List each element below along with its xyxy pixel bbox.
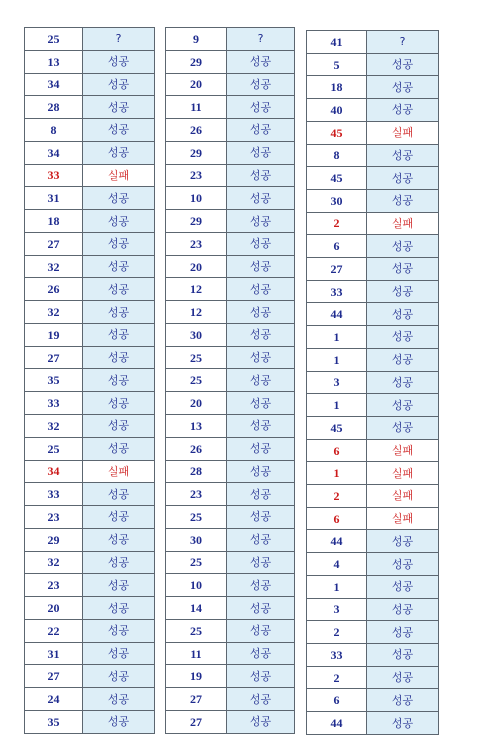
result-cell-fail: 실패 (83, 460, 155, 483)
result-cell: 성공 (83, 506, 155, 529)
result-cell: 성공 (227, 210, 295, 233)
result-cell: 성공 (83, 187, 155, 210)
number-cell: 3 (307, 598, 367, 621)
result-cell: 성공 (83, 551, 155, 574)
number-cell: 26 (166, 119, 227, 142)
table-row (25, 392, 155, 415)
number-cell: 35 (25, 369, 83, 392)
result-cell: 성공 (367, 553, 439, 576)
number-cell: 33 (307, 280, 367, 303)
result-cell: 성공 (367, 530, 439, 553)
result-cell-fail: 실패 (367, 212, 439, 235)
number-cell: 45 (307, 416, 367, 439)
number-cell: 25 (166, 369, 227, 392)
number-cell: 1 (307, 348, 367, 371)
number-cell: 18 (25, 210, 83, 233)
table-row (307, 462, 439, 485)
number-cell: 10 (166, 187, 227, 210)
result-cell: 성공 (83, 141, 155, 164)
result-cell: 성공 (83, 119, 155, 142)
result-table-1 (24, 27, 155, 734)
result-cell: 성공 (367, 167, 439, 190)
result-table-3 (306, 30, 439, 735)
result-cell: 성공 (367, 371, 439, 394)
table-row (166, 232, 295, 255)
table-row (25, 415, 155, 438)
number-cell: 32 (25, 415, 83, 438)
result-cell: 성공 (83, 619, 155, 642)
result-cell: 성공 (367, 394, 439, 417)
table-row (25, 73, 155, 96)
number-cell: 27 (25, 665, 83, 688)
result-cell-fail: 실패 (367, 507, 439, 530)
result-cell: 성공 (83, 73, 155, 96)
number-cell: 25 (166, 551, 227, 574)
number-cell: 30 (166, 528, 227, 551)
result-cell: 성공 (367, 53, 439, 76)
table-row (166, 255, 295, 278)
table-row (307, 303, 439, 326)
result-cell: 성공 (227, 460, 295, 483)
table-row (25, 346, 155, 369)
table-row (307, 371, 439, 394)
number-cell: 29 (166, 50, 227, 73)
table-row (166, 437, 295, 460)
table-row (307, 643, 439, 666)
number-cell: 23 (166, 164, 227, 187)
table-row (307, 326, 439, 349)
table-row (25, 506, 155, 529)
result-cell: 성공 (227, 574, 295, 597)
table-row (166, 506, 295, 529)
result-cell: ? (367, 31, 439, 54)
result-cell: 성공 (227, 164, 295, 187)
number-cell: 34 (25, 141, 83, 164)
number-cell: 1 (307, 394, 367, 417)
result-cell: 성공 (367, 189, 439, 212)
result-cell: 성공 (83, 50, 155, 73)
table-row (307, 553, 439, 576)
table-row (307, 530, 439, 553)
table-row (25, 210, 155, 233)
result-cell: 성공 (227, 323, 295, 346)
result-cell: 성공 (367, 326, 439, 349)
result-cell: 성공 (367, 575, 439, 598)
number-cell: 2 (307, 621, 367, 644)
result-cell: 성공 (367, 643, 439, 666)
number-cell: 12 (166, 278, 227, 301)
result-cell: 성공 (227, 437, 295, 460)
result-cell: 성공 (83, 642, 155, 665)
table-row (25, 710, 155, 733)
table-row (307, 439, 439, 462)
number-cell: 27 (166, 710, 227, 733)
table-row (307, 258, 439, 281)
number-cell: 29 (25, 528, 83, 551)
result-cell: 성공 (83, 232, 155, 255)
table-row (25, 597, 155, 620)
result-cell: 성공 (227, 506, 295, 529)
number-cell: 6 (307, 507, 367, 530)
table-row (307, 99, 439, 122)
table-row (25, 369, 155, 392)
result-cell: 성공 (83, 483, 155, 506)
table-row (25, 665, 155, 688)
result-cell: 성공 (227, 528, 295, 551)
result-table-2 (165, 27, 295, 734)
table-header-row (166, 28, 295, 51)
table-row (166, 73, 295, 96)
table-row (307, 235, 439, 258)
result-cell: 성공 (83, 710, 155, 733)
table-row (25, 119, 155, 142)
result-cell: 성공 (83, 415, 155, 438)
number-cell: 5 (307, 53, 367, 76)
number-cell: 29 (166, 210, 227, 233)
table-row (166, 528, 295, 551)
table-row (307, 121, 439, 144)
number-cell: 25 (25, 28, 83, 51)
table-row (25, 460, 155, 483)
result-cell: 성공 (227, 392, 295, 415)
number-cell: 19 (166, 665, 227, 688)
table-row (307, 416, 439, 439)
table-row (25, 50, 155, 73)
number-cell: 12 (166, 301, 227, 324)
result-cell: 성공 (227, 483, 295, 506)
table-row (166, 96, 295, 119)
number-cell: 29 (166, 141, 227, 164)
result-cell: 성공 (227, 232, 295, 255)
number-cell: 24 (25, 688, 83, 711)
number-cell: 27 (25, 346, 83, 369)
table-row (166, 50, 295, 73)
result-cell: 성공 (367, 416, 439, 439)
table-row (25, 528, 155, 551)
table-row (25, 301, 155, 324)
table-row (25, 483, 155, 506)
result-cell: 성공 (367, 280, 439, 303)
number-cell: 1 (307, 575, 367, 598)
number-cell: 6 (307, 439, 367, 462)
number-cell: 20 (25, 597, 83, 620)
number-cell: 11 (166, 642, 227, 665)
table-row (307, 189, 439, 212)
number-cell: 26 (166, 437, 227, 460)
table-row (166, 119, 295, 142)
table-row (166, 369, 295, 392)
table-row (25, 642, 155, 665)
table-row (166, 619, 295, 642)
number-cell: 6 (307, 689, 367, 712)
result-cell-fail: 실패 (367, 121, 439, 144)
result-cell: 성공 (227, 551, 295, 574)
number-cell: 25 (166, 506, 227, 529)
table-row (307, 167, 439, 190)
number-cell: 33 (307, 643, 367, 666)
result-cell: 성공 (367, 348, 439, 371)
number-cell: 2 (307, 666, 367, 689)
table-row (166, 597, 295, 620)
result-cell: ? (83, 28, 155, 51)
number-cell: 23 (25, 574, 83, 597)
number-cell: 23 (25, 506, 83, 529)
number-cell: 32 (25, 255, 83, 278)
table-row (166, 392, 295, 415)
table-row (307, 76, 439, 99)
table-row (25, 437, 155, 460)
table-row (166, 301, 295, 324)
number-cell: 33 (25, 392, 83, 415)
number-cell: 3 (307, 371, 367, 394)
result-cell: 성공 (367, 303, 439, 326)
table-header-row (25, 28, 155, 51)
table-row (25, 574, 155, 597)
number-cell: 28 (25, 96, 83, 119)
result-cell: 성공 (83, 96, 155, 119)
result-cell: 성공 (227, 73, 295, 96)
number-cell: 27 (166, 688, 227, 711)
table-row (307, 144, 439, 167)
result-cell: 성공 (367, 712, 439, 735)
result-cell: 성공 (83, 346, 155, 369)
table-row (307, 53, 439, 76)
result-cell: 성공 (367, 76, 439, 99)
number-cell: 25 (25, 437, 83, 460)
result-cell: 성공 (83, 437, 155, 460)
table-row (307, 212, 439, 235)
number-cell: 33 (25, 483, 83, 506)
number-cell: 40 (307, 99, 367, 122)
number-cell: 27 (25, 232, 83, 255)
result-cell: 성공 (227, 665, 295, 688)
result-cell: 성공 (227, 597, 295, 620)
number-cell: 45 (307, 167, 367, 190)
result-cell: 성공 (227, 688, 295, 711)
number-cell: 4 (307, 553, 367, 576)
result-cell: 성공 (227, 187, 295, 210)
result-cell: 성공 (227, 710, 295, 733)
result-cell: 성공 (367, 598, 439, 621)
result-cell-fail: 실패 (367, 439, 439, 462)
number-cell: 30 (166, 323, 227, 346)
result-cell: 성공 (83, 278, 155, 301)
result-cell: 성공 (227, 50, 295, 73)
number-cell: 27 (307, 258, 367, 281)
table-row (25, 96, 155, 119)
number-cell: 9 (166, 28, 227, 51)
number-cell: 33 (25, 164, 83, 187)
table-row (307, 712, 439, 735)
result-cell: 성공 (83, 574, 155, 597)
result-cell: 성공 (367, 621, 439, 644)
table-row (166, 483, 295, 506)
table-row (307, 485, 439, 508)
result-cell: 성공 (83, 210, 155, 233)
result-cell: 성공 (367, 99, 439, 122)
table-row (307, 575, 439, 598)
table-row (166, 415, 295, 438)
table-row (307, 348, 439, 371)
result-cell: 성공 (83, 665, 155, 688)
result-cell: 성공 (227, 96, 295, 119)
number-cell: 26 (25, 278, 83, 301)
number-cell: 2 (307, 212, 367, 235)
table-row (25, 232, 155, 255)
table-row (307, 621, 439, 644)
table-row (307, 280, 439, 303)
number-cell: 44 (307, 712, 367, 735)
result-cell: 성공 (227, 642, 295, 665)
result-cell: 성공 (83, 688, 155, 711)
result-cell: 성공 (83, 301, 155, 324)
table-row (307, 394, 439, 417)
number-cell: 45 (307, 121, 367, 144)
table-row (25, 688, 155, 711)
table-row (25, 164, 155, 187)
result-cell: 성공 (83, 369, 155, 392)
result-cell: 성공 (83, 323, 155, 346)
number-cell: 19 (25, 323, 83, 346)
number-cell: 8 (307, 144, 367, 167)
table-row (166, 551, 295, 574)
table-row (166, 278, 295, 301)
number-cell: 14 (166, 597, 227, 620)
number-cell: 13 (25, 50, 83, 73)
result-cell: 성공 (227, 278, 295, 301)
number-cell: 31 (25, 642, 83, 665)
result-cell: 성공 (227, 415, 295, 438)
result-cell: 성공 (227, 255, 295, 278)
number-cell: 41 (307, 31, 367, 54)
result-cell: 성공 (227, 301, 295, 324)
result-cell-fail: 실패 (83, 164, 155, 187)
result-cell-fail: 실패 (367, 485, 439, 508)
table-row (307, 598, 439, 621)
result-cell: 성공 (367, 258, 439, 281)
result-cell: 성공 (367, 144, 439, 167)
number-cell: 28 (166, 460, 227, 483)
table-row (166, 710, 295, 733)
table-row (307, 507, 439, 530)
number-cell: 44 (307, 303, 367, 326)
number-cell: 2 (307, 485, 367, 508)
result-cell: 성공 (83, 255, 155, 278)
number-cell: 32 (25, 301, 83, 324)
result-cell: 성공 (227, 619, 295, 642)
table-row (307, 666, 439, 689)
number-cell: 44 (307, 530, 367, 553)
number-cell: 32 (25, 551, 83, 574)
table-row (25, 187, 155, 210)
number-cell: 20 (166, 255, 227, 278)
table-row (25, 619, 155, 642)
table-row (25, 255, 155, 278)
number-cell: 6 (307, 235, 367, 258)
number-cell: 20 (166, 392, 227, 415)
table-row (166, 642, 295, 665)
table-row (166, 346, 295, 369)
table-row (166, 323, 295, 346)
number-cell: 18 (307, 76, 367, 99)
table-row (25, 323, 155, 346)
table-row (25, 278, 155, 301)
result-cell: 성공 (227, 346, 295, 369)
number-cell: 35 (25, 710, 83, 733)
number-cell: 8 (25, 119, 83, 142)
number-cell: 23 (166, 483, 227, 506)
table-row (25, 551, 155, 574)
result-cell: 성공 (83, 392, 155, 415)
number-cell: 22 (25, 619, 83, 642)
table-row (166, 688, 295, 711)
number-cell: 20 (166, 73, 227, 96)
table-row (166, 187, 295, 210)
result-cell: 성공 (83, 528, 155, 551)
result-cell: ? (227, 28, 295, 51)
table-row (166, 141, 295, 164)
table-row (166, 210, 295, 233)
number-cell: 1 (307, 326, 367, 349)
result-cell: 성공 (227, 119, 295, 142)
table-row (307, 689, 439, 712)
result-cell: 성공 (367, 689, 439, 712)
table-row (166, 164, 295, 187)
table-row (166, 574, 295, 597)
table-header-row (307, 31, 439, 54)
table-row (166, 460, 295, 483)
table-row (166, 665, 295, 688)
number-cell: 25 (166, 619, 227, 642)
number-cell: 13 (166, 415, 227, 438)
result-cell: 성공 (367, 235, 439, 258)
number-cell: 11 (166, 96, 227, 119)
number-cell: 30 (307, 189, 367, 212)
number-cell: 10 (166, 574, 227, 597)
number-cell: 34 (25, 73, 83, 96)
table-row (25, 141, 155, 164)
result-cell-fail: 실패 (367, 462, 439, 485)
number-cell: 31 (25, 187, 83, 210)
number-cell: 1 (307, 462, 367, 485)
result-cell: 성공 (83, 597, 155, 620)
result-cell: 성공 (367, 666, 439, 689)
number-cell: 23 (166, 232, 227, 255)
result-cell: 성공 (227, 141, 295, 164)
number-cell: 25 (166, 346, 227, 369)
number-cell: 34 (25, 460, 83, 483)
result-cell: 성공 (227, 369, 295, 392)
